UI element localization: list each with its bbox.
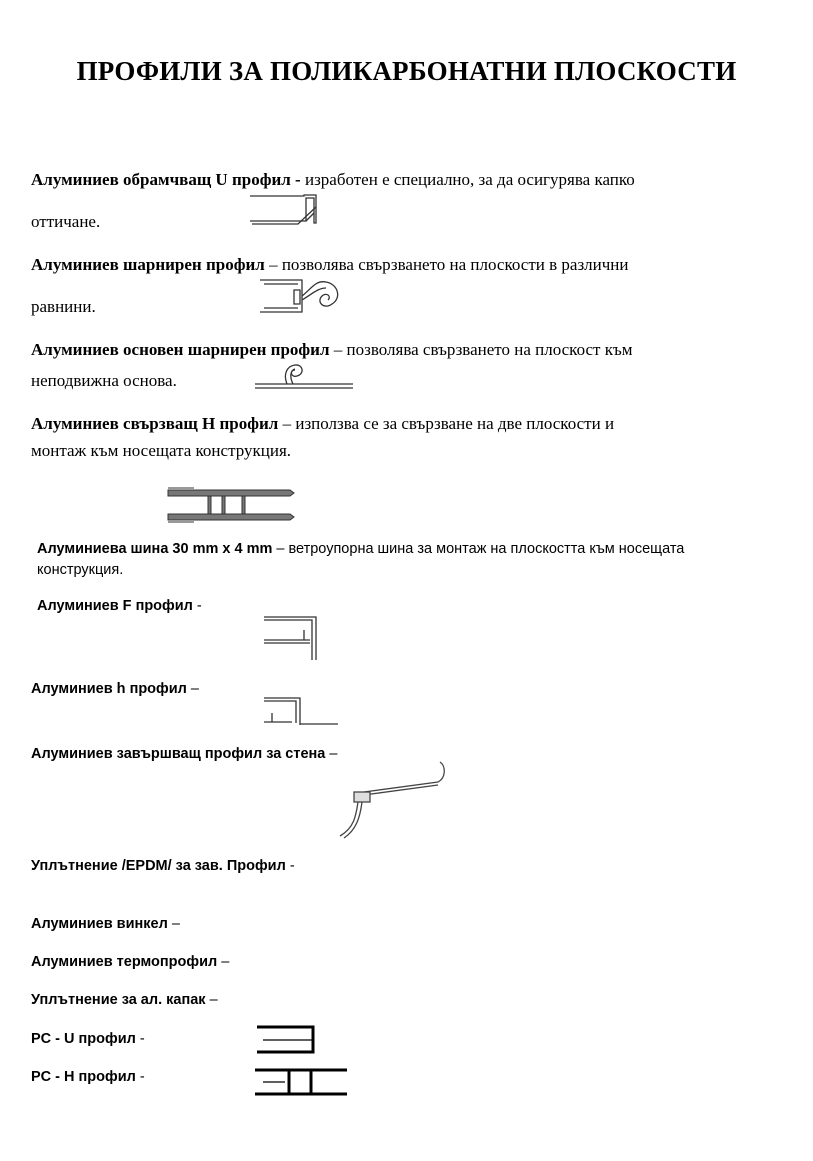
item-thermo-profile [31,954,229,970]
item-name: Уплътнение за ал. капак [31,992,206,1008]
item-desc-cont: монтаж към носещата конструкция. [31,441,292,460]
item-small-h-profile [31,681,199,697]
small-h-profile-figure [262,695,340,727]
pc-u-profile-figure [255,1024,319,1056]
item-epdm-seal [31,858,295,874]
item-name: Алуминиев винкел [31,916,168,932]
item-name: PC - H профил [31,1069,136,1085]
item-name: Алуминиев h профил [31,681,187,697]
item-base-hinge-profile [31,340,633,360]
item-angle [31,916,180,932]
item-pc-h-profile [31,1069,145,1085]
base-hinge-profile-figure [253,360,357,390]
wall-end-profile-figure [334,760,450,840]
item-u-profile [31,170,635,190]
item-wall-end-profile [31,746,337,762]
item-desc: - [135,1069,145,1085]
f-profile-figure [262,614,322,662]
item-desc: – ветроупорна шина за монтаж на плоскостта към носещата [272,541,685,557]
u-profile-figure [248,193,320,227]
item-desc: – [205,992,218,1008]
item-name: Алуминиев шарнирен профил [31,255,265,274]
item-desc: - [192,598,202,614]
item-desc: - [285,858,295,874]
item-name: Алуминиев F профил [37,598,193,614]
item-pc-u-profile [31,1031,145,1047]
item-desc: – [167,916,180,932]
item-desc: - [135,1031,145,1047]
item-desc: – позволява свързването на плоскост към [329,340,633,359]
item-h-connecting-profile [31,414,614,434]
item-name: Алуминиев свързващ Н профил [31,414,279,433]
item-desc: – [186,681,199,697]
item-name: Алуминиева шина 30 mm x 4 mm [37,541,273,557]
item-name: Алуминиев обрамчващ U профил - [31,170,301,189]
item-desc-cont: равнини. [31,297,96,316]
item-desc: – използва се за свързване на две плоскости и [278,414,615,433]
h-connecting-profile-figure [164,484,300,526]
item-desc-cont: оттичане. [31,212,101,231]
item-name: Алуминиев основен шарнирен профил [31,340,330,359]
page-title: ПРОФИЛИ ЗА ПОЛИКАРБОНАТНИ ПЛОСКОСТИ [76,56,737,86]
item-desc: – [217,954,230,970]
item-desc-cont: неподвижна основа. [31,371,177,390]
item-f-profile [37,598,202,614]
item-desc: изработен е специално, за да осигурява капко [300,170,635,189]
pc-h-profile-figure [253,1066,349,1098]
item-name: Алуминиев термопрофил [31,954,218,970]
item-desc-cont: конструкция. [37,562,124,578]
item-name: Алуминиев завършващ профил за стена [31,746,326,762]
item-desc: – [325,746,338,762]
item-rail [37,541,684,557]
item-hinge-profile [31,255,629,275]
item-name: Уплътнение /EPDM/ за зав. Профил [31,858,286,874]
item-desc: – позволява свързването на плоскости в различни [264,255,629,274]
hinge-profile-figure [256,276,346,318]
item-name: PC - U профил [31,1031,136,1047]
item-cap-seal [31,992,218,1008]
